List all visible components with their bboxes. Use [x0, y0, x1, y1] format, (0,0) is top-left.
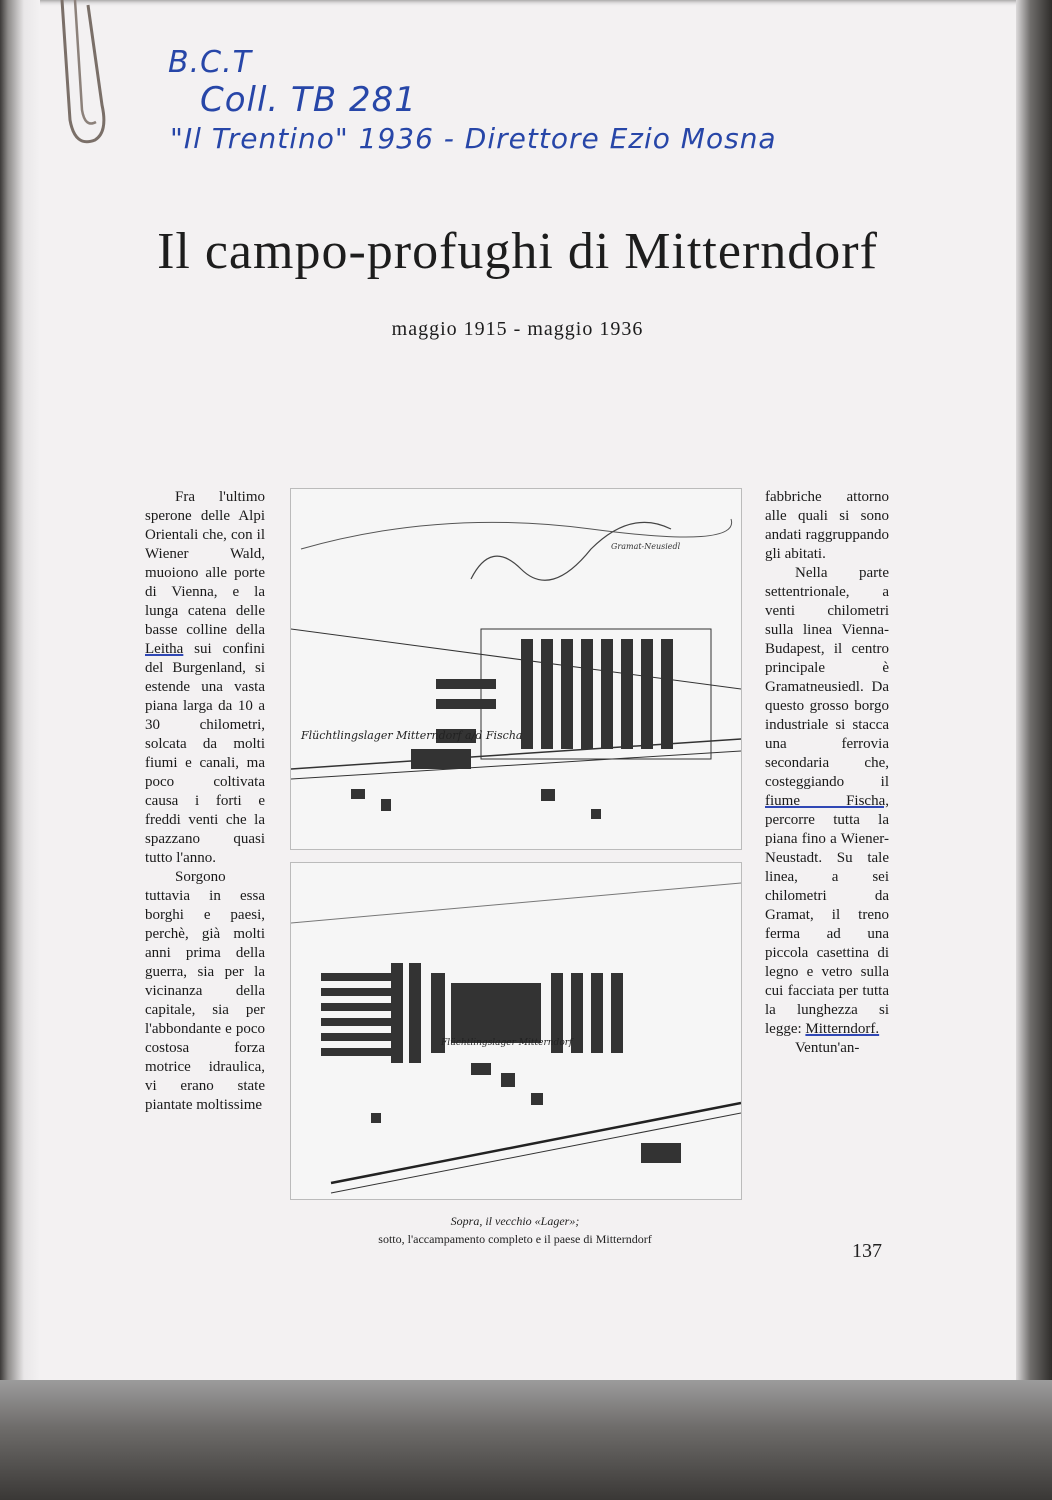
map1-station-label: Gramat-Neusiedl — [611, 542, 681, 551]
map2-label: Flüchtlingslager Mitterndorf — [441, 1038, 573, 1048]
left-column — [145, 488, 265, 1115]
left-paragraph-1: Fra l'ultimo sperone delle Alpi Orientali che, con il Wiener Wald, muoiono alle porte di Vienna, e la lunga catena delle basse colline della Leitha sui confini del Burgenland, si estende una vasta piana larga da 10 a 30 chilometri, solcata da molti fiumi e canali, ma poco coltivata causa i forti e freddi venti che la spazzano quasi tutto l'anno. — [145, 489, 266, 866]
right-column — [765, 488, 889, 1058]
article-subtitle: maggio 1915 - maggio 1936 — [391, 318, 644, 340]
paperclip-icon — [40, 0, 110, 150]
right-paragraph-1: fabbriche attorno alle quali si sono andati raggruppando gli abitati. — [765, 489, 889, 562]
scan-left-edge — [0, 0, 40, 1390]
right-paragraph-3: Ventun'an- — [795, 1040, 860, 1056]
handwritten-note-2: Coll. TB 281 — [200, 80, 417, 120]
figure-caption — [290, 1212, 740, 1248]
map1-label: Flüchtlingslager Mitterndorf a/d Fischa — [301, 729, 523, 742]
handwritten-note-3: "Il Trentino" 1936 - Direttore Ezio Mosna — [170, 122, 777, 155]
map-photo-full-camp — [290, 862, 742, 1200]
fischa-underlined: fiume Fischa, — [765, 793, 889, 809]
leitha-underlined: Leitha — [145, 641, 184, 657]
left-paragraph-2: Sorgono tuttavia in essa borghi e paesi, perchè, già molti anni prima della guerra, sia per la vicinanza della capitale, sia per l'abbondante e poco costosa forza motrice idraulica, vi erano state piantate moltissime — [145, 869, 265, 1113]
mitterndorf-underlined: Mitterndorf. — [805, 1021, 880, 1037]
page-number: 137 — [852, 1240, 882, 1262]
right-paragraph-2: Nella parte settentrionale, a venti chilometri sulla linea Vienna-Budapest, il centro principale è Gramatneusiedl. Da questo grosso borgo industriale si stacca una ferrovia secondaria che, costeggiando il fiume Fischa, percorre tutta la piana fino a Wiener-Neustadt. Su tale linea, a sei chilometri da Gramat, il treno ferma ad una piccola casettina di legno e vetro sulla cui facciata per tutta la lunghezza si legge: Mitterndorf. — [765, 565, 889, 1037]
article-title: Il campo-profughi di Mitterndorf — [157, 223, 878, 280]
scan-bottom-edge — [0, 1380, 1052, 1500]
handwritten-note-1: B.C.T — [168, 45, 252, 80]
map-photo-old-lager — [290, 488, 742, 850]
caption-line-1: Sopra, il vecchio «Lager»; — [450, 1214, 580, 1228]
caption-line-2: sotto, l'accampamento completo e il paese di Mitterndorf — [378, 1232, 652, 1246]
